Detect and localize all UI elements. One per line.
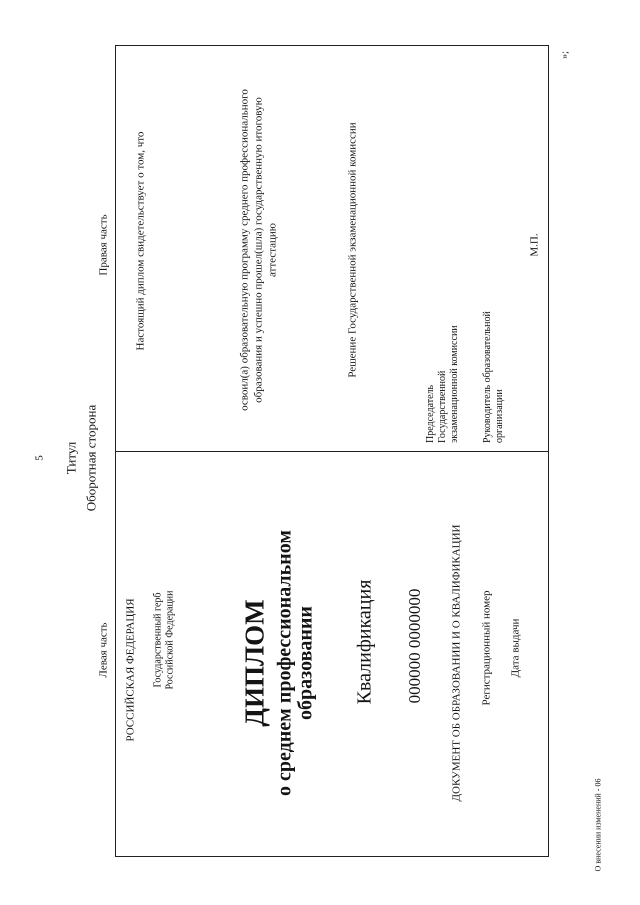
chair-line-2: Государственной: [437, 370, 448, 443]
mastered-line-3: аттестацию: [266, 222, 279, 278]
chair-line-3: экзаменационной комиссии: [449, 325, 460, 443]
document-type-label: ДОКУМЕНТ ОБ ОБРАЗОВАНИИ И О КВАЛИФИКАЦИИ: [450, 524, 463, 802]
commission-decision: Решение Государственной экзаменационной комиссии: [346, 122, 359, 378]
head-line-1: Руководитель образовательной: [482, 311, 493, 443]
page-footer: О внесении изменений - 06: [593, 778, 603, 872]
emblem-line-2: Российской Федерации: [164, 590, 176, 690]
frame-divider: [115, 451, 549, 452]
mastered-line-1: освоил(а) образовательную программу среднего профессионального: [238, 89, 251, 411]
serial-number: 000000 0000000: [405, 588, 425, 704]
page-subtitle: Оборотная сторона: [83, 404, 99, 512]
stamp-place: М.П.: [528, 233, 541, 257]
corner-mark: »;: [559, 51, 571, 59]
diploma-subtitle-line-3: образовании: [294, 606, 317, 720]
diploma-subtitle-line-2: о среднем профессиональном: [273, 530, 296, 796]
registration-number-label: Регистрационный номер: [480, 590, 493, 706]
head-line-2: организации: [494, 389, 505, 443]
qualification-label: Квалификация: [353, 579, 376, 705]
right-part-header: Правая часть: [97, 214, 110, 276]
left-part-header: Левая часть: [97, 622, 110, 678]
certifies-text: Настоящий диплом свидетельствует о том, что: [134, 131, 147, 351]
diploma-title: ДИПЛОМ: [239, 599, 270, 727]
issue-date-label: Дата выдачи: [509, 618, 522, 678]
emblem-line-1: Государственный герб: [152, 592, 164, 688]
page-number: 5: [33, 455, 46, 461]
chair-line-1: Председатель: [425, 384, 436, 443]
mastered-line-2: образования и успешно прошел(шла) государственную итоговую: [252, 97, 265, 403]
page-title: Титул: [63, 441, 79, 475]
federation-label: РОССИЙСКАЯ ФЕДЕРАЦИЯ: [124, 598, 137, 742]
